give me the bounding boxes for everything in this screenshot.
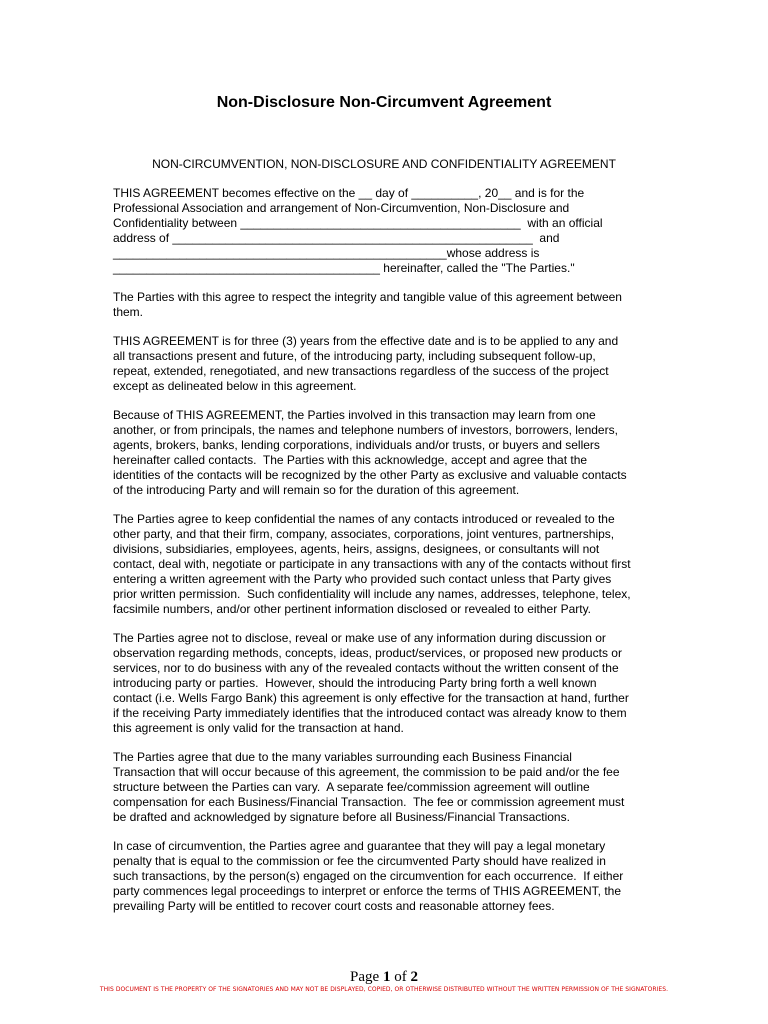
of-word: of (394, 969, 407, 985)
text-line: The Parties agree to keep confidential the names of any contacts introduced or revealed to the (113, 512, 615, 526)
text-line: The Parties with this agree to respect the integrity and tangible value of this agreement between (113, 290, 622, 304)
text-line: prior written permission. Such confidentiality will include any names, addresses, telephone, telex, (113, 587, 631, 601)
text-line: divisions, subsidiaries, employees, agents, heirs, assigns, designees, or consultants will not (113, 542, 600, 556)
text-line: other party, and that their firm, company, associates, corporations, joint ventures, partnerships, (113, 527, 615, 541)
text-line: repeat, extended, renegotiated, and new transactions regardless of the success of the project (113, 364, 609, 378)
text-line: contact (i.e. Wells Fargo Bank) this agreement is only effective for the transaction at hand, further (113, 691, 629, 705)
text-line: prevailing Party will be entitled to recover court costs and reasonable attorney fees. (113, 899, 555, 913)
text-line: be drafted and acknowledged by signature before all Business/Financial Transactions. (113, 810, 570, 824)
text-line: party commences legal proceedings to interpret or enforce the terms of THIS AGREEMENT, the (113, 884, 622, 898)
text-line: THIS AGREEMENT becomes effective on the __ day of __________, 20__ and is for the (113, 186, 585, 200)
text-line: Professional Association and arrangement of Non-Circumvention, Non-Disclosure and (113, 201, 570, 215)
paragraph-contacts (113, 408, 653, 498)
text-line: Confidentiality between __________________________________________ with an official (113, 216, 603, 230)
paragraph-integrity (113, 290, 653, 320)
page-number (0, 968, 768, 986)
text-line: introducing party or parties. However, should the introducing Party bring forth a well known (113, 676, 597, 690)
text-line: Because of THIS AGREEMENT, the Parties involved in this transaction may learn from one (113, 408, 596, 422)
text-line: penalty that is equal to the commission or fee the circumvented Party should have realized in (113, 854, 606, 868)
text-line: ________________________________________ hereinafter, called the "The Parties." (113, 261, 575, 275)
paragraph-non-disclosure (113, 631, 653, 736)
text-line: In case of circumvention, the Parties agree and guarantee that they will pay a legal monetary (113, 839, 606, 853)
text-line: of the introducing Party and will remain so for the duration of this agreement. (113, 483, 520, 497)
text-line: Transaction that will occur because of this agreement, the commission to be paid and/or the fee (113, 765, 620, 779)
text-line: all transactions present and future, of the introducing party, including subsequent follow-up, (113, 349, 596, 363)
text-line: structure between the Parties can vary. A separate fee/commission agreement will outline (113, 780, 590, 794)
paragraph-commission (113, 750, 653, 825)
paragraph-effective-date (113, 186, 653, 276)
text-line: them. (113, 305, 144, 319)
text-line: services, nor to do business with any of the revealed contacts without the written consent of the (113, 661, 619, 675)
text-line: identities of the contacts will be recognized by the other Party as exclusive and valuable contacts (113, 468, 627, 482)
document-title: Non-Disclosure Non-Circumvent Agreement (216, 94, 552, 111)
text-line: The Parties agree that due to the many variables surrounding each Business Financial (113, 750, 572, 764)
page-word: Page (350, 969, 380, 985)
text-line: this agreement is only valid for the transaction at hand. (113, 721, 404, 735)
text-line: such transactions, by the person(s) engaged on the circumvention for each occurrence. If either (113, 869, 624, 883)
page-total: 2 (410, 969, 418, 985)
text-line: The Parties agree not to disclose, reveal or make use of any information during discussion or (113, 631, 606, 645)
document-body (113, 186, 653, 928)
text-line: hereinafter called contacts. The Parties with this acknowledge, accept and agree that the (113, 453, 588, 467)
text-line: THIS AGREEMENT is for three (3) years from the effective date and is to be applied to any and (113, 334, 619, 348)
page-current: 1 (382, 969, 391, 985)
text-line: entering a written agreement with the Party who provided such contact unless that Party gives (113, 572, 612, 586)
text-line: compensation for each Business/Financial Transaction. The fee or commission agreement must (113, 795, 625, 809)
text-line: contact, deal with, negotiate or participate in any transactions with any of the contacts without first (113, 557, 631, 571)
text-line: __________________________________________________whose address is (113, 246, 540, 260)
text-line: address of ______________________________________________________ and (113, 231, 560, 245)
text-line: facsimile numbers, and/or other pertinent information disclosed or revealed to either Party. (113, 602, 592, 616)
paragraph-circumvention (113, 839, 653, 914)
document-subtitle: NON-CIRCUMVENTION, NON-DISCLOSURE AND CONFIDENTIALITY AGREEMENT (152, 157, 616, 171)
text-line: agents, brokers, banks, lending corporations, individuals and/or trusts, or buyers and sellers (113, 438, 600, 452)
text-line: except as delineated below in this agreement. (113, 379, 357, 393)
paragraph-term (113, 334, 653, 394)
text-line: observation regarding methods, concepts, ideas, product/services, or proposed new products or (113, 646, 622, 660)
text-line: another, or from principals, the names and telephone numbers of investors, borrowers, lenders, (113, 423, 618, 437)
confidentiality-notice: THIS DOCUMENT IS THE PROPERTY OF THE SIGNATORIES AND MAY NOT BE DISPLAYED, COPIED, OR OTHERWISE DISTRIBUTED WITHOUT THE WRITTEN PERMISSION OF THE SIGNATORIES. (99, 986, 669, 993)
text-line: if the receiving Party immediately identifies that the introduced contact was already know to them (113, 706, 627, 720)
paragraph-confidentiality (113, 512, 653, 617)
